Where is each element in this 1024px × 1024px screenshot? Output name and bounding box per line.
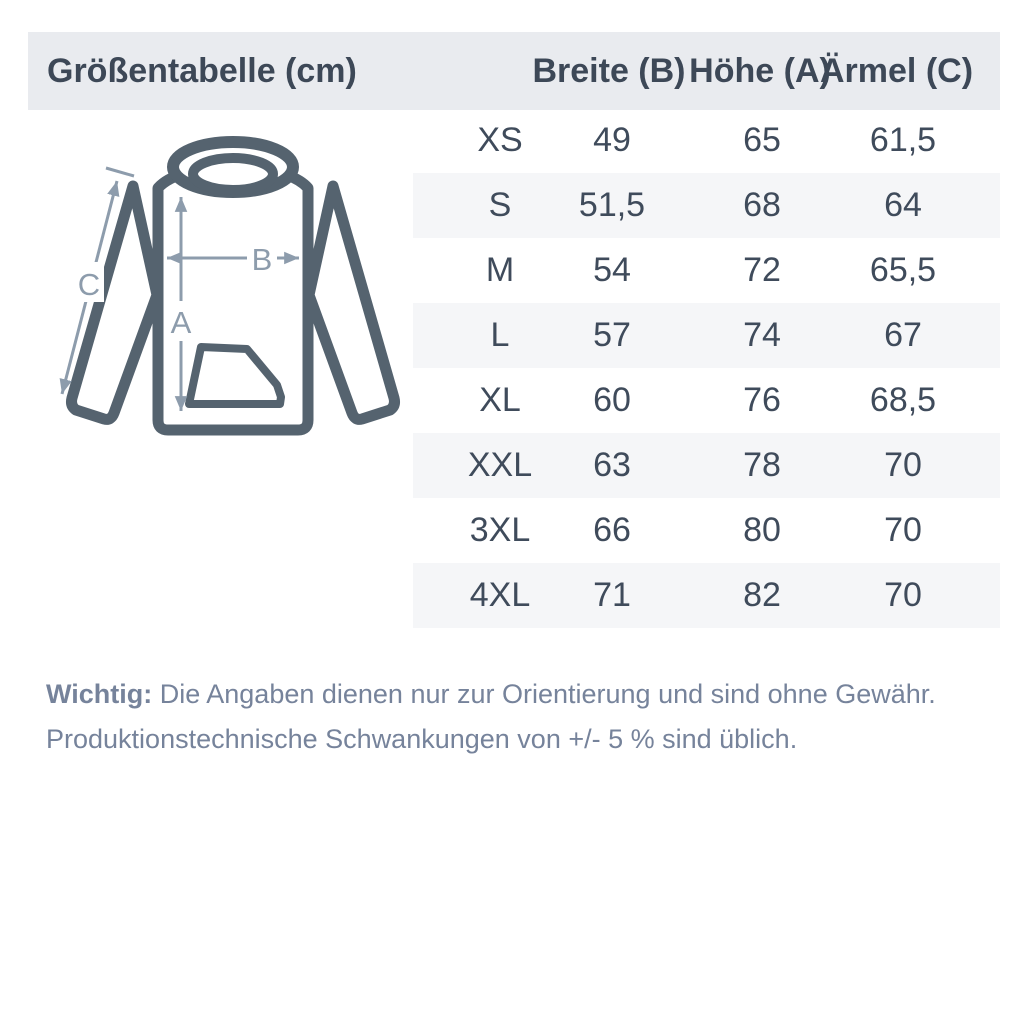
hoehe-cell: 74 [743, 316, 781, 354]
size-cell: 4XL [469, 576, 531, 614]
aermel-cell: 68,5 [869, 381, 937, 419]
aermel-cell: 70 [884, 576, 922, 614]
aermel-cell: 70 [884, 446, 922, 484]
size-table-body [413, 108, 1000, 628]
hoodie-right-sleeve [309, 186, 395, 419]
column-header-breite: Breite (B) [532, 52, 686, 90]
disclaimer-note [46, 672, 966, 762]
column-header-aermel: Ärmel (C) [820, 52, 974, 90]
height-label: A [170, 305, 192, 340]
aermel-cell: 61,5 [869, 121, 937, 159]
hoehe-cell: 82 [743, 576, 781, 614]
sleeve-arrow-tick [106, 168, 134, 176]
width-label: B [251, 242, 273, 277]
breite-cell: 51,5 [578, 186, 646, 224]
hoodie-illustration [72, 142, 395, 430]
table-row [413, 173, 1000, 238]
aermel-cell: 64 [884, 186, 922, 224]
aermel-cell: 65,5 [869, 251, 937, 289]
aermel-cell: 67 [884, 316, 922, 354]
breite-cell: 49 [593, 121, 631, 159]
table-row [413, 433, 1000, 498]
size-cell: XS [477, 121, 523, 159]
hoehe-cell: 68 [743, 186, 781, 224]
size-cell: 3XL [469, 511, 531, 549]
table-row [413, 238, 1000, 303]
hoehe-cell: 78 [743, 446, 781, 484]
breite-cell: 71 [593, 576, 631, 614]
size-cell: L [490, 316, 510, 354]
sleeve-label: C [77, 267, 101, 302]
disclaimer-note-bold: Wichtig: [46, 679, 153, 709]
table-row [413, 498, 1000, 563]
breite-cell: 66 [593, 511, 631, 549]
size-cell: XL [479, 381, 521, 419]
table-row [413, 368, 1000, 433]
hoehe-cell: 65 [743, 121, 781, 159]
table-row [413, 563, 1000, 628]
size-cell: S [488, 186, 512, 224]
column-header-hoehe: Höhe (A) [689, 52, 831, 90]
table-row [413, 303, 1000, 368]
hoehe-cell: 80 [743, 511, 781, 549]
breite-cell: 57 [593, 316, 631, 354]
breite-cell: 54 [593, 251, 631, 289]
aermel-cell: 70 [884, 511, 922, 549]
size-cell: M [485, 251, 515, 289]
size-cell: XXL [467, 446, 533, 484]
disclaimer-note-text: Die Angaben dienen nur zur Orientierung und sind ohne Gewähr. Produktionstechnische Schwankungen von +/- 5 % sind üblich. [46, 679, 936, 754]
breite-cell: 60 [593, 381, 631, 419]
table-row [413, 108, 1000, 173]
hoehe-cell: 72 [743, 251, 781, 289]
hoehe-cell: 76 [743, 381, 781, 419]
breite-cell: 63 [593, 446, 631, 484]
page-title: Größentabelle (cm) [47, 52, 357, 90]
